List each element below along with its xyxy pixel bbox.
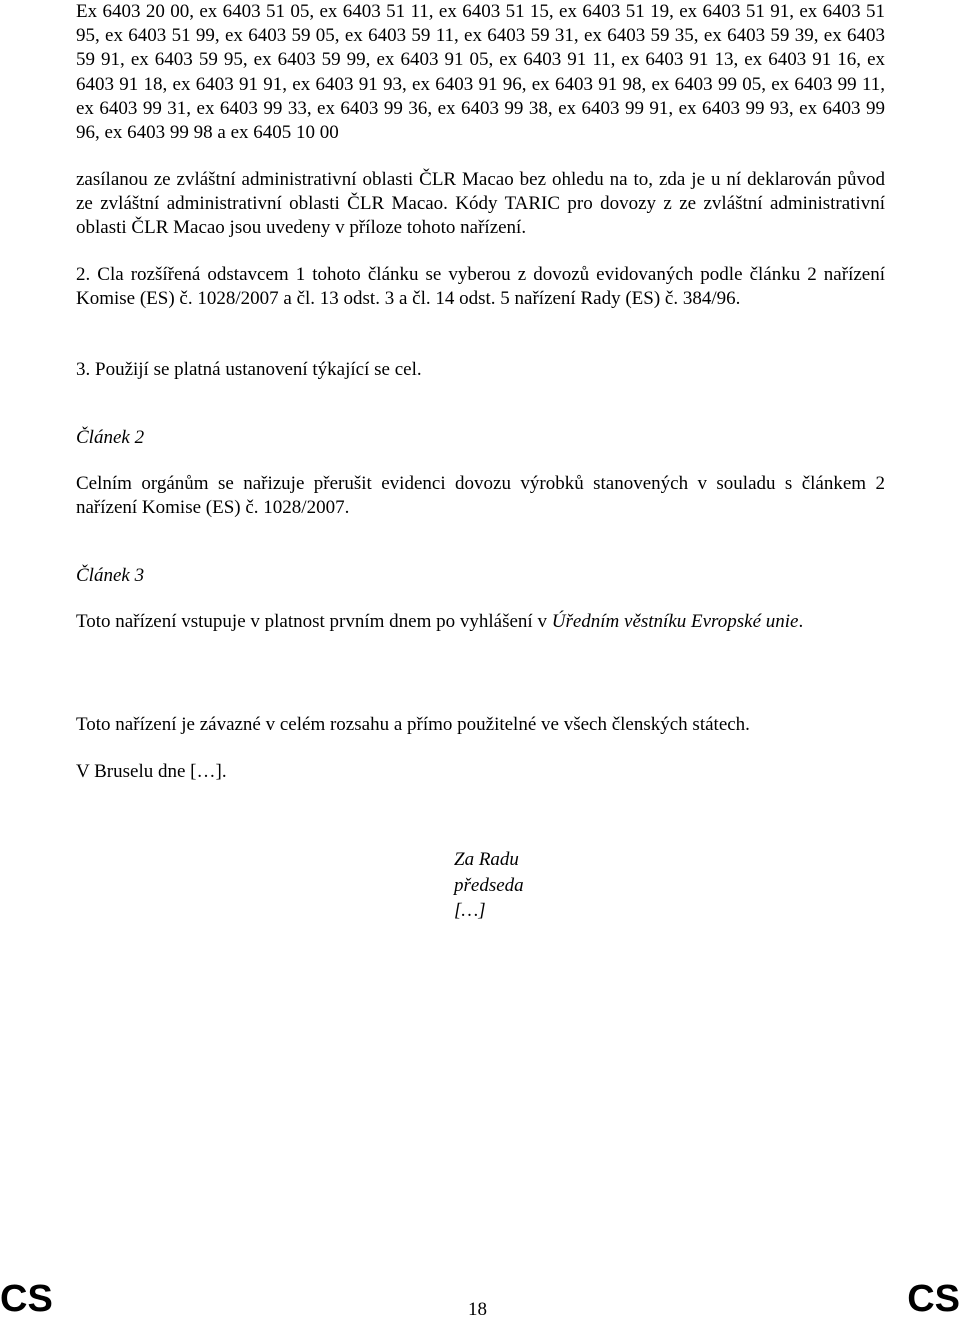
signature-block	[454, 847, 524, 924]
language-code-right: CS	[907, 1278, 960, 1320]
article-3-text-end: .	[798, 611, 804, 632]
page-number: 18	[468, 1299, 487, 1320]
article-3-heading: Článek 3	[76, 565, 145, 586]
place-and-date: V Bruselu dne […].	[76, 761, 227, 782]
official-journal-title: Úředním věstníku Evropské unie	[551, 611, 799, 632]
signature-role: předseda	[454, 874, 524, 896]
tariff-codes-paragraph: Ex 6403 20 00, ex 6403 51 05, ex 6403 51 11, ex 6403 51 15, ex 6403 51 19, ex 6403 51 91, ex 6403 51 95, ex 6403 51 99, ex 6403 59 05, ex 6403 59 11, ex 6403 59 31, ex 6403 59 35, ex 6403 59 39, ex 6403 59 91, ex 6403 59 95, ex 6403 59 99, ex 6403 91 05, ex 6403 91 11, ex 6403 91 13, ex 6403 91 16, ex 6403 91 18, ex 6403 91 91, ex 6403 91 93, ex 6403 91 96, ex 6403 91 98, ex 6403 99 05, ex 6403 99 11, ex 6403 99 31, ex 6403 99 33, ex 6403 99 36, ex 6403 99 38, ex 6403 99 91, ex 6403 99 93, ex 6403 99 96, ex 6403 99 98 a ex 6405 10 00	[76, 1, 885, 144]
binding-statement: Toto nařízení je závazné v celém rozsahu a přímo použitelné ve všech členských státech.	[76, 714, 750, 735]
signature-council: Za Radu	[454, 849, 519, 870]
article-3-text	[76, 610, 885, 634]
language-code-left: CS	[0, 1278, 53, 1320]
signature-name: […]	[454, 900, 486, 921]
article-3-text-start: Toto nařízení vstupuje v platnost prvním dnem po vyhlášení v	[76, 611, 552, 632]
article-2-heading: Článek 2	[76, 427, 145, 448]
paragraph-2: 2. Cla rozšířená odstavcem 1 tohoto článku se vyberou z dovozů evidovaných podle článku 2 nařízení Komise (ES) č. 1028/2007 a čl. 13 odst. 3 a čl. 14 odst. 5 nařízení Rady (ES) č. 384/96.	[76, 264, 885, 310]
macao-paragraph: zasílanou ze zvláštní administrativní oblasti ČLR Macao bez ohledu na to, zda je u ní deklarován původ ze zvláštní administrativní oblasti ČLR Macao. Kódy TARIC pro dovozy z ze zvláštní administrativní oblasti ČLR Macao jsou uvedeny v příloze tohoto nařízení.	[76, 169, 885, 239]
paragraph-3: 3. Použijí se platná ustanovení týkající se cel.	[76, 359, 422, 380]
article-2-text: Celním orgánům se nařizuje přerušit evidenci dovozu výrobků stanovených v souladu s článkem 2 nařízení Komise (ES) č. 1028/2007.	[76, 473, 885, 519]
